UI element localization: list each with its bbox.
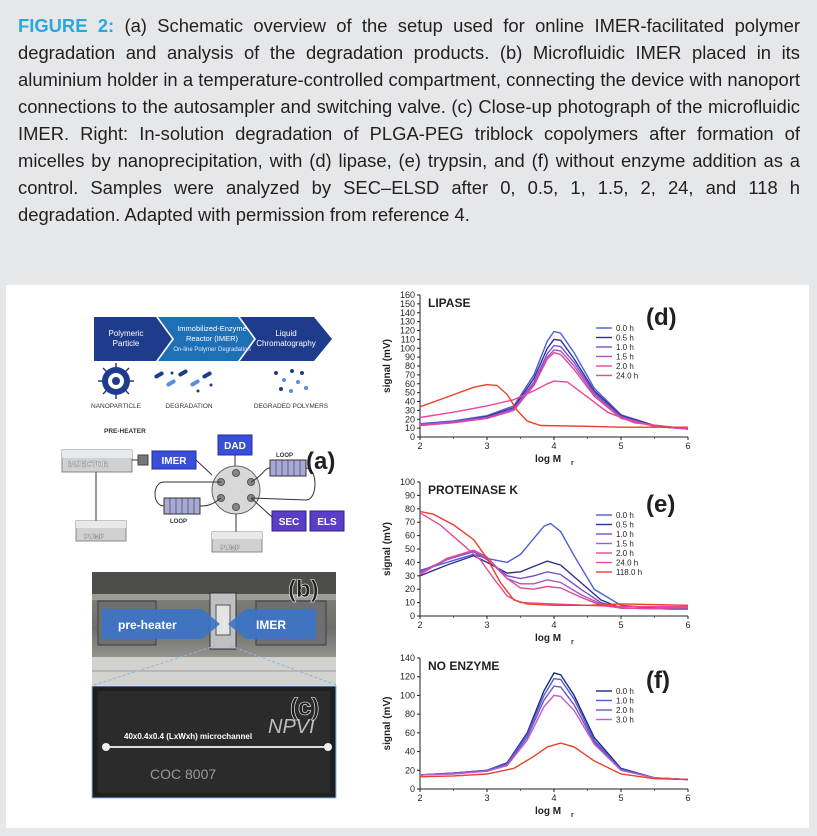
x-axis-label: log M [534, 454, 562, 465]
chart-title: PROTEINASE K [428, 483, 519, 497]
x-tick-label: 2 [417, 620, 423, 630]
arrow2-line2: Reactor (IMER) [185, 334, 239, 343]
legend-entry: 1.0 h [616, 696, 634, 706]
y-tick-label: 140 [399, 653, 415, 663]
figure-panel [6, 285, 809, 828]
series-line [420, 524, 688, 609]
pump-left-label: PUMP [84, 534, 105, 541]
y-tick-label: 80 [404, 709, 415, 720]
y-tick-label: 80 [404, 503, 415, 514]
legend-entry: 1.5 h [616, 352, 634, 362]
y-tick-label: 120 [399, 671, 415, 682]
photo-c [92, 686, 336, 798]
y-tick-label: 30 [404, 405, 415, 416]
chart-e [382, 477, 691, 646]
y-tick-label: 20 [404, 584, 415, 595]
series-line [420, 556, 688, 610]
series-line [420, 550, 688, 609]
y-tick-label: 0 [409, 611, 415, 621]
preheater-photo-label: pre-heater [118, 618, 177, 632]
y-tick-label: 60 [404, 378, 415, 389]
x-tick-label: 3 [484, 620, 490, 630]
legend-entry: 2.0 h [616, 706, 634, 715]
x-axis-label: log M [534, 633, 562, 644]
x-tick-label: 2 [417, 441, 423, 451]
y-tick-label: 100 [399, 477, 415, 487]
x-axis-label-sub: r [571, 639, 574, 646]
y-tick-label: 40 [404, 396, 415, 407]
y-tick-label: 60 [404, 530, 415, 541]
x-tick-label: 5 [618, 620, 624, 630]
panel-label-a: (a) [306, 448, 336, 475]
dad-label: DAD [224, 441, 246, 452]
series-line [420, 550, 688, 609]
x-tick-label: 4 [551, 793, 557, 803]
x-tick-label: 5 [618, 441, 624, 451]
icon-label-degradation: DEGRADATION [165, 403, 213, 410]
y-tick-label: 0 [409, 432, 415, 442]
preheater-label: PRE-HEATER [104, 428, 146, 435]
y-axis-label: signal (mV) [382, 339, 393, 393]
series-line [420, 350, 688, 429]
y-tick-label: 160 [399, 290, 415, 300]
figure-svg [6, 285, 809, 828]
legend-entry: 2.0 h [616, 362, 634, 371]
y-tick-label: 90 [404, 352, 415, 363]
photo-b [92, 572, 336, 685]
y-tick-label: 0 [409, 784, 415, 794]
x-tick-label: 6 [685, 793, 691, 803]
arrow2-line1: Immobilized-Enzyme [177, 324, 247, 333]
imer-label: IMER [161, 456, 187, 467]
legend-entry: 24.0 h [616, 371, 639, 381]
injector-label: INJECTOR [68, 460, 109, 469]
panel-label: (f) [646, 667, 670, 694]
figure-caption [18, 12, 800, 228]
y-tick-label: 10 [404, 423, 415, 434]
legend-entry: 0.0 h [616, 687, 634, 696]
arrow1-line2: Particle [112, 339, 140, 348]
y-tick-label: 60 [404, 727, 415, 738]
y-tick-label: 110 [400, 334, 415, 345]
x-tick-label: 6 [685, 620, 691, 630]
pump-right-label: PUMP [220, 545, 241, 552]
y-tick-label: 140 [399, 307, 415, 318]
y-tick-label: 50 [404, 544, 415, 554]
y-tick-label: 70 [404, 517, 415, 528]
x-tick-label: 4 [551, 441, 557, 451]
arrow1-line1: Polymeric [108, 329, 144, 338]
series-line [420, 346, 688, 429]
y-tick-label: 100 [399, 343, 415, 354]
caption-text: (a) Schematic overview of the setup used for online IMER-facilitated polymer degradation and analysis of the degradation products. (b) Microfluidic IMER placed in its aluminium holder in a temperature-controlled compartment, connecting the device with nanoport connections to the autosampler and switching valve. (c) Close-up photograph of the microfluidic IMER. Right: In-solution degradation of PLGA-PEG triblock copolymers after formation of micelles by nanoprecipitation, with (d) lipase, (e) trypsin, and (f) without enzyme addition as a control. Samples were analyzed by SEC–ELSD after 0, 0.5, 1, 1.5, 2, 24, and 118 h degradation. Adapted with permission from reference 4. [18, 15, 800, 225]
chart-f [382, 653, 691, 819]
figure-label: FIGURE 2: [18, 15, 115, 36]
y-tick-label: 20 [404, 765, 415, 776]
preheater-box [138, 455, 148, 465]
y-tick-label: 120 [399, 325, 415, 336]
y-tick-label: 50 [404, 387, 415, 398]
y-tick-label: 100 [399, 690, 415, 701]
legend-entry: 1.0 h [616, 343, 634, 352]
els-label: ELS [317, 517, 337, 528]
legend-entry: 24.0 h [616, 558, 639, 568]
sec-label: SEC [278, 517, 300, 528]
series-line [420, 353, 688, 429]
legend-entry: 1.5 h [616, 539, 634, 549]
x-tick-label: 3 [484, 793, 490, 803]
loop-right-label: LOOP [276, 453, 294, 459]
legend-entry: 0.0 h [616, 511, 634, 520]
channel-label: 40x0.4x0.4 (LxWxh) microchannel [124, 732, 253, 741]
legend-entry: 0.5 h [616, 520, 634, 530]
series-line [420, 695, 688, 779]
x-tick-label: 2 [417, 793, 423, 803]
y-tick-label: 40 [404, 557, 415, 568]
loop-left-label: LOOP [170, 519, 188, 525]
chart-title: NO ENZYME [428, 659, 500, 673]
x-tick-label: 3 [484, 441, 490, 451]
x-tick-label: 6 [685, 441, 691, 451]
y-tick-label: 130 [399, 316, 415, 327]
legend-entry: 2.0 h [616, 549, 634, 558]
y-tick-label: 150 [399, 298, 415, 309]
chart-d [382, 290, 691, 467]
panel-label-c: (c) [290, 694, 320, 721]
nanoparticle-icon [98, 363, 134, 399]
legend-entry: 1.0 h [616, 530, 634, 539]
panel-label-b: (b) [288, 576, 319, 603]
icon-label-nanoparticle: NANOPARTICLE [91, 403, 141, 410]
imer-photo-label: IMER [256, 618, 286, 632]
y-tick-label: 40 [404, 746, 415, 757]
degraded-polymers-icon [274, 369, 308, 393]
arrow3-line2: Chromatography [256, 339, 316, 348]
chart-title: LIPASE [428, 296, 471, 310]
y-tick-label: 90 [404, 490, 415, 501]
arrow2-line3: On-line Polymer Degradation [173, 347, 251, 353]
x-tick-label: 4 [551, 620, 557, 630]
y-tick-label: 30 [404, 570, 415, 581]
x-axis-label-sub: r [571, 460, 574, 467]
y-tick-label: 80 [404, 361, 415, 371]
y-tick-label: 70 [404, 369, 415, 380]
legend-entry: 0.5 h [616, 333, 634, 343]
arrow3-line1: Liquid [275, 329, 297, 338]
y-axis-label: signal (mV) [382, 696, 393, 751]
scribble-label: NPVI [268, 716, 315, 738]
panel-label: (d) [646, 304, 677, 331]
series-line [420, 686, 688, 780]
coc-label: COC 8007 [150, 766, 217, 782]
x-tick-label: 5 [618, 793, 624, 803]
y-axis-label: signal (mV) [382, 522, 393, 576]
schematic-a [62, 317, 344, 552]
panel-label: (e) [646, 491, 676, 518]
y-tick-label: 20 [404, 414, 415, 425]
legend-entry: 3.0 h [616, 715, 634, 725]
legend-entry: 118.0 h [616, 568, 643, 577]
x-axis-label-sub: r [571, 812, 574, 819]
x-axis-label: log M [534, 806, 562, 817]
y-tick-label: 10 [404, 597, 415, 608]
icon-label-degraded-polymers: DEGRADED POLYMERS [253, 403, 329, 410]
degradation-icon [154, 369, 213, 393]
legend-entry: 0.0 h [616, 324, 634, 333]
